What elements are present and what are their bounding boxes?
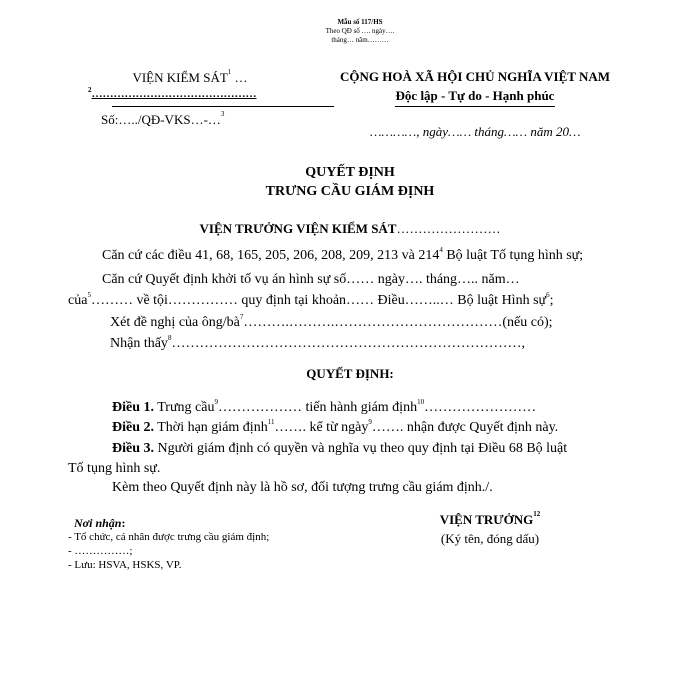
recipient-2: - ……………; (68, 545, 133, 557)
motto-underline (395, 106, 555, 107)
place-date-line: …………, ngày…… tháng…… năm 20… (370, 124, 581, 139)
basis-line-2: Căn cứ Quyết định khởi tố vụ án hình sự số…… ngày…. tháng….. năm… (102, 272, 520, 287)
basis-line-3: của$^5$……… về tội…………… quy định tại khoản…… Điều……..… Bộ luật Hình sự$^6$; (68, 291, 554, 308)
sub-agency-line: $^2$……………………………………… (88, 86, 257, 100)
title-line-2: TRƯNG CẦU GIÁM ĐỊNH (265, 184, 435, 199)
basis-line-5: Nhận thấy$^8$…………………………………………………………………, (110, 334, 525, 351)
basis-line-4: Xét đề nghị của ông/$bà^7\dots\dots\dots.\dots\dots\dots.\dots\dots\dots\dots\dots\dots\dots\dots\dots\dots\dots\dots(nếu$ có); (110, 313, 553, 330)
form-code: Mẫu số 117/HS (337, 18, 383, 26)
recipient-3: - Lưu: HSVA, HSKS, VP. (68, 559, 182, 571)
enclosure-line: Kèm theo Quyết định này là hồ sơ, đối tượng trưng cầu giám định./. (112, 480, 493, 495)
decision-section-title: QUYẾT ĐỊNH: (306, 366, 394, 381)
form-date: tháng… năm……… (331, 36, 389, 44)
national-motto: Độc lập - Tự do - Hạnh phúc (395, 88, 555, 103)
agency-underline (112, 106, 334, 107)
signature-title: VIỆN TRƯỞNG$^{12}$ (439, 510, 541, 527)
basis-line-1: Căn cứ các điều 41, 68, 165, 205, 206, 208, 209, 213 và $214^4$ Bộ luật Tố tụng hình sự; (102, 246, 584, 263)
recipients-block (68, 516, 269, 572)
article-2: Điều 2. Thời hạn giám định$^{11}$……. kể từ ngày$^9$……. nhận được Quyết định này. (112, 418, 559, 435)
article-3: Điều 3. Người giám định có quyền và nghĩa vụ theo quy định tại Điều 68 Bộ luật (112, 441, 568, 456)
signature-note: (Ký tên, đóng dấu) (440, 531, 540, 546)
article-3-continued: Tố tụng hình sự. (68, 461, 161, 476)
recipient-1: - Tổ chức, cá nhân được trưng cầu giám định; (68, 531, 270, 543)
title-line-1: QUYẾT ĐỊNH (305, 165, 395, 180)
document-title (0, 163, 700, 201)
form-reference (300, 18, 420, 45)
decision-number: Số:…../QĐ-VKS…-…$^3$ (101, 110, 225, 127)
form-basis: Theo QĐ số …. ngày…. (325, 27, 395, 35)
issuing-agency: VIỆN KIỂM SÁT$^1$ … (132, 68, 248, 85)
article-1: Điều 1. Trưng cầu$^9$……………… tiến hành giám định$^{10}$…………………… (112, 398, 537, 415)
authority-line: VIỆN TRƯỞNG VIỆN KIỂM SÁT…………………… (199, 221, 501, 236)
recipients-title: Nơi nhận: (74, 516, 126, 530)
national-title: CỘNG HOÀ XÃ HỘI CHỦ NGHĨA VIỆT NAM (339, 69, 611, 84)
